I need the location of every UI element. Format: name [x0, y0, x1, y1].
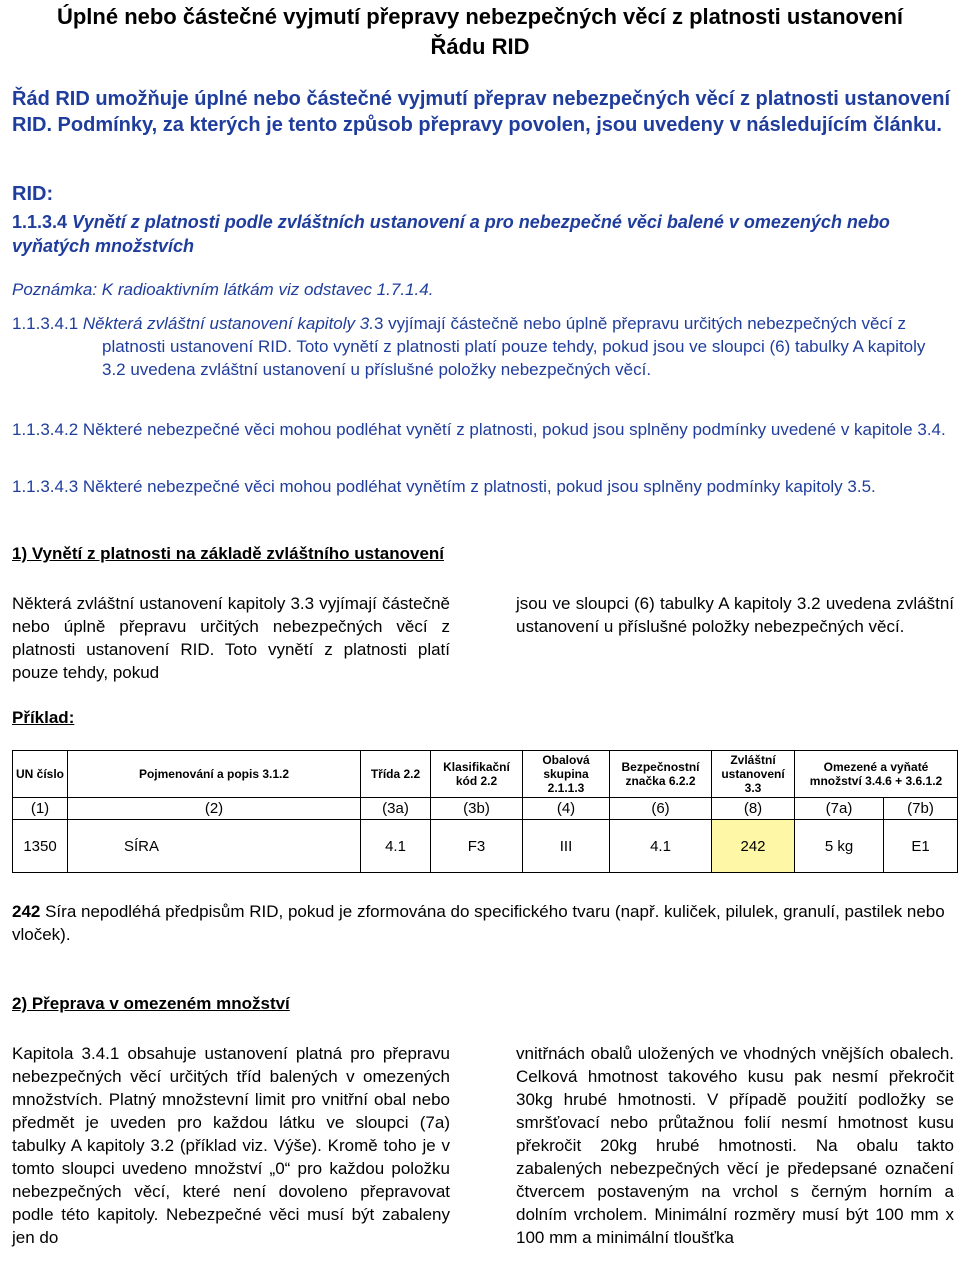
footnote-text: Síra nepodléhá předpisům RID, pokud je zformována do specifického tvaru (např. kuliček, pilulek, granulí, pastilek nebo vloček). — [12, 902, 945, 944]
paragraph-italic-text: Některá zvláštní ustanovení kapitoly 3. — [78, 314, 374, 333]
rid-label: RID: — [12, 183, 54, 205]
section-number: 1.1.3.4 — [12, 212, 68, 232]
table-cell: (3a) — [361, 798, 431, 820]
table-cell: (7a) — [795, 798, 884, 820]
radioactive-note: Poznámka: K radioaktivním látkám viz odstavec 1.7.1.4. — [12, 280, 434, 299]
table-cell: SÍRA — [68, 820, 361, 873]
table-index-row — [13, 798, 958, 820]
header-classification-code: Klasifikační kód 2.2 — [431, 751, 523, 798]
paragraph-number: 1.1.3.4.3 — [12, 477, 79, 496]
intro-paragraph: Řád RID umožňuje úplné nebo částečné vyjmutí přeprav nebezpečných věcí z platnosti ustanovení RID. Podmínky, za kterých je tento způsob přepravy povolen, jsou uvedeny v následujícím článku. — [12, 88, 950, 136]
footnote-number: 242 — [12, 902, 41, 921]
table-cell: III — [523, 820, 610, 873]
table-cell: F3 — [431, 820, 523, 873]
table-cell: (2) — [68, 798, 361, 820]
header-packing-group: Obalová skupina 2.1.1.3 — [523, 751, 610, 798]
paragraph-text: Některé nebezpečné věci mohou podléhat vynětím z platnosti, pokud jsou splněny podmínky kapitoly 3.5. — [78, 477, 876, 496]
table-cell: (7b) — [884, 798, 958, 820]
section-2-heading: 2) Přeprava v omezeném množství — [12, 994, 290, 1013]
footnote-242 — [12, 900, 952, 946]
table-cell: 4.1 — [361, 820, 431, 873]
header-safety-label: Bezpečnostní značka 6.2.2 — [610, 751, 712, 798]
header-limited-quantity: Omezené a vyňaté množství 3.4.6 + 3.6.1.2 — [795, 751, 958, 798]
table-cell: (6) — [610, 798, 712, 820]
section-2-left-column: Kapitola 3.4.1 obsahuje ustanovení platná pro přepravu nebezpečných věcí určitých tříd balených v omezených množstvích. Platný množstevní limit pro vnitřní obal nebo předmět je uveden pro každou látku ve sloupci (7a) tabulky A kapitoly 3.2 (příklad viz. Výše). Kromě toho je v tomto sloupci uvedeno množství „0“ pro každou položku nebezpečných věcí, které není dovoleno přepravovat podle této kapitoly. Nebezpečné věci musí být zabaleny jen do — [12, 1044, 450, 1247]
table-cell: E1 — [884, 820, 958, 873]
paragraph-text: 3 vyjímají částečně nebo úplně přepravu určitých nebezpečných věcí z platnosti ustanovení RID. Toto vynětí z platnosti platí pouze tehdy, pokud jsou ve sloupci (6) tabulky A kapitoly 3.2 uvedena zvláštní ustanovení u příslušné položky nebezpečných věcí. — [102, 314, 926, 379]
page-title: Úplné nebo částečné vyjmutí přepravy nebezpečných věcí z platnosti ustanovení Řádu RID — [56, 4, 904, 59]
example-table — [12, 750, 958, 873]
table-row — [13, 820, 958, 873]
table-cell: (4) — [523, 798, 610, 820]
paragraph-number: 1.1.3.4.2 — [12, 420, 79, 439]
paragraph-1-1-3-4-2 — [12, 418, 952, 441]
highlighted-special-provision-cell: 242 — [712, 820, 795, 873]
section-2-right-column: vnitřnách obalů uložených ve vhodných vnějších obalech. Celková hmotnost takového kusu pak nesmí překročit 30kg hrubé hmotnosti. V případě použití podložky se smršťovací nebo průtažnou folií nesmí hmotnost kusu překročit 20kg hrubé hmotnosti. Na obalu takto zabalených nebezpečných věcí je předepsané označení čtvercem postaveným na vrchol s černým horním a dolním vrcholem. Minimální rozměry musí být 100 mm x 100 mm a minimální tloušťka — [516, 1044, 954, 1247]
section-1-heading: 1) Vynětí z platnosti na základě zvláštního ustanovení — [12, 544, 445, 563]
table-cell: 4.1 — [610, 820, 712, 873]
section-heading — [12, 210, 952, 258]
paragraph-1-1-3-4-1 — [12, 312, 952, 381]
paragraph-1-1-3-4-3 — [12, 475, 952, 498]
section-1-right-column: jsou ve sloupci (6) tabulky A kapitoly 3.2 uvedena zvláštní ustanovení u příslušné položky nebezpečných věcí. — [516, 594, 954, 636]
section-1-left-column: Některá zvláštní ustanovení kapitoly 3.3 vyjímají částečně nebo úplně přepravu určitých nebezpečných věcí z platnosti ustanovení RID. Toto vynětí z platnosti platí pouze tehdy, pokud — [12, 594, 450, 682]
header-name-description: Pojmenování a popis 3.1.2 — [68, 751, 361, 798]
table-cell: (3b) — [431, 798, 523, 820]
header-un-number: UN číslo — [13, 751, 68, 798]
table-cell: 5 kg — [795, 820, 884, 873]
header-class: Třída 2.2 — [361, 751, 431, 798]
table-cell: (1) — [13, 798, 68, 820]
section-title: Vynětí z platnosti podle zvláštních ustanovení a pro nebezpečné věci balené v omezených nebo vyňatých množstvích — [12, 212, 890, 256]
table-cell: 1350 — [13, 820, 68, 873]
paragraph-number: 1.1.3.4.1 — [12, 314, 79, 333]
example-label: Příklad: — [12, 708, 75, 727]
table-cell: (8) — [712, 798, 795, 820]
table-header-row — [13, 751, 958, 798]
header-special-provisions: Zvláštní ustanovení 3.3 — [712, 751, 795, 798]
paragraph-text: Některé nebezpečné věci mohou podléhat vynětí z platnosti, pokud jsou splněny podmínky uvedené v kapitole 3.4. — [78, 420, 946, 439]
